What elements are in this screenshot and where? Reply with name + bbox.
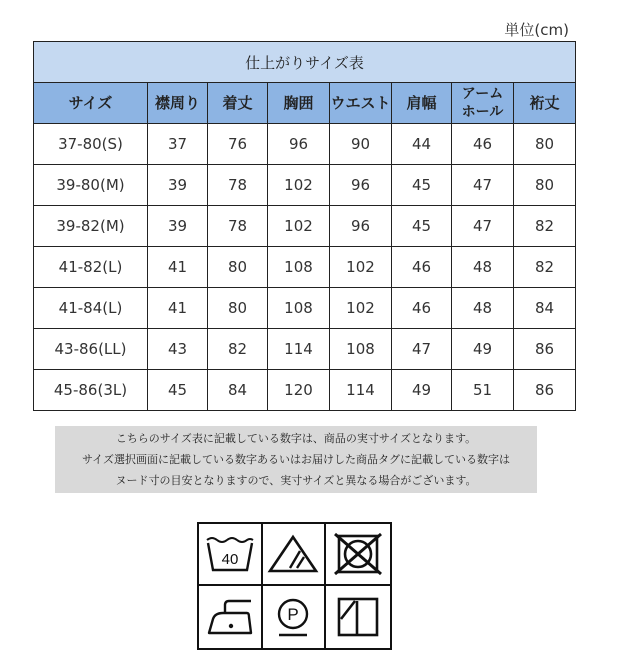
table-cell: 51 xyxy=(452,370,514,411)
table-cell: 41 xyxy=(148,288,208,329)
table-cell: 82 xyxy=(514,247,576,288)
table-cell: 45 xyxy=(148,370,208,411)
header-cell: 着丈 xyxy=(208,83,268,124)
table-cell: 39-80(M) xyxy=(34,165,148,206)
header-cell: アーム ホール xyxy=(452,83,514,124)
table-cell: 39 xyxy=(148,165,208,206)
unit-label: 単位(cm) xyxy=(504,21,569,39)
table-cell: 44 xyxy=(392,124,452,165)
table-cell: 80 xyxy=(514,165,576,206)
table-cell: 80 xyxy=(208,247,268,288)
table-cell: 76 xyxy=(208,124,268,165)
note-line: サイズ選択画面に記載している数字あるいはお届けした商品タグに記載している数字は xyxy=(81,453,511,466)
header-cell: 胸囲 xyxy=(268,83,330,124)
size-note xyxy=(55,426,537,493)
line-dry-shade-icon xyxy=(326,586,390,648)
table-cell: 102 xyxy=(268,165,330,206)
table-row xyxy=(34,165,576,206)
table-cell: 46 xyxy=(452,124,514,165)
table-cell: 39-82(M) xyxy=(34,206,148,247)
table-cell: 48 xyxy=(452,247,514,288)
bleach-ok-icon xyxy=(263,524,327,586)
table-cell: 39 xyxy=(148,206,208,247)
table-cell: 43 xyxy=(148,329,208,370)
table-row xyxy=(34,206,576,247)
header-cell: 裄丈 xyxy=(514,83,576,124)
header-cell: 襟周り xyxy=(148,83,208,124)
table-cell: 47 xyxy=(392,329,452,370)
table-cell: 82 xyxy=(208,329,268,370)
wash-temp-label: 40 xyxy=(221,551,239,568)
table-cell: 96 xyxy=(330,165,392,206)
table-cell: 90 xyxy=(330,124,392,165)
care-label-grid xyxy=(197,522,392,650)
header-cell: サイズ xyxy=(34,83,148,124)
table-cell: 41 xyxy=(148,247,208,288)
table-cell: 45 xyxy=(392,165,452,206)
table-cell: 108 xyxy=(330,329,392,370)
table-cell: 45 xyxy=(392,206,452,247)
size-table xyxy=(33,41,576,411)
table-header-row xyxy=(34,83,576,124)
table-cell: 46 xyxy=(392,247,452,288)
table-cell: 47 xyxy=(452,165,514,206)
dry-clean-letter: P xyxy=(287,605,300,624)
table-row xyxy=(34,288,576,329)
table-cell: 102 xyxy=(330,247,392,288)
wash-40-icon xyxy=(199,524,263,586)
table-cell: 49 xyxy=(452,329,514,370)
note-line: こちらのサイズ表に記載している数字は、商品の実寸サイズとなります。 xyxy=(115,432,477,445)
table-cell: 114 xyxy=(268,329,330,370)
table-row xyxy=(34,247,576,288)
table-cell: 96 xyxy=(268,124,330,165)
table-cell: 82 xyxy=(514,206,576,247)
table-cell: 108 xyxy=(268,288,330,329)
table-cell: 37-80(S) xyxy=(34,124,148,165)
table-row xyxy=(34,329,576,370)
table-cell: 80 xyxy=(208,288,268,329)
table-cell: 102 xyxy=(330,288,392,329)
table-cell: 86 xyxy=(514,370,576,411)
note-line: ヌード寸の目安となりますので、実寸サイズと異なる場合がございます。 xyxy=(115,474,477,487)
iron-low-icon xyxy=(199,586,263,648)
header-cell: ウエスト xyxy=(330,83,392,124)
table-cell: 49 xyxy=(392,370,452,411)
table-cell: 78 xyxy=(208,165,268,206)
table-cell: 41-82(L) xyxy=(34,247,148,288)
table-cell: 45-86(3L) xyxy=(34,370,148,411)
table-cell: 108 xyxy=(268,247,330,288)
table-title: 仕上がりサイズ表 xyxy=(34,42,576,83)
table-cell: 84 xyxy=(208,370,268,411)
table-cell: 48 xyxy=(452,288,514,329)
header-cell: 肩幅 xyxy=(392,83,452,124)
table-cell: 46 xyxy=(392,288,452,329)
table-cell: 84 xyxy=(514,288,576,329)
table-row xyxy=(34,124,576,165)
table-cell: 41-84(L) xyxy=(34,288,148,329)
table-cell: 47 xyxy=(452,206,514,247)
table-cell: 78 xyxy=(208,206,268,247)
table-cell: 80 xyxy=(514,124,576,165)
table-cell: 120 xyxy=(268,370,330,411)
table-cell: 102 xyxy=(268,206,330,247)
no-tumble-dry-icon xyxy=(326,524,390,586)
table-row xyxy=(34,370,576,411)
table-cell: 96 xyxy=(330,206,392,247)
table-cell: 86 xyxy=(514,329,576,370)
table-cell: 43-86(LL) xyxy=(34,329,148,370)
dry-clean-p-icon xyxy=(263,586,327,648)
table-cell: 114 xyxy=(330,370,392,411)
table-cell: 37 xyxy=(148,124,208,165)
